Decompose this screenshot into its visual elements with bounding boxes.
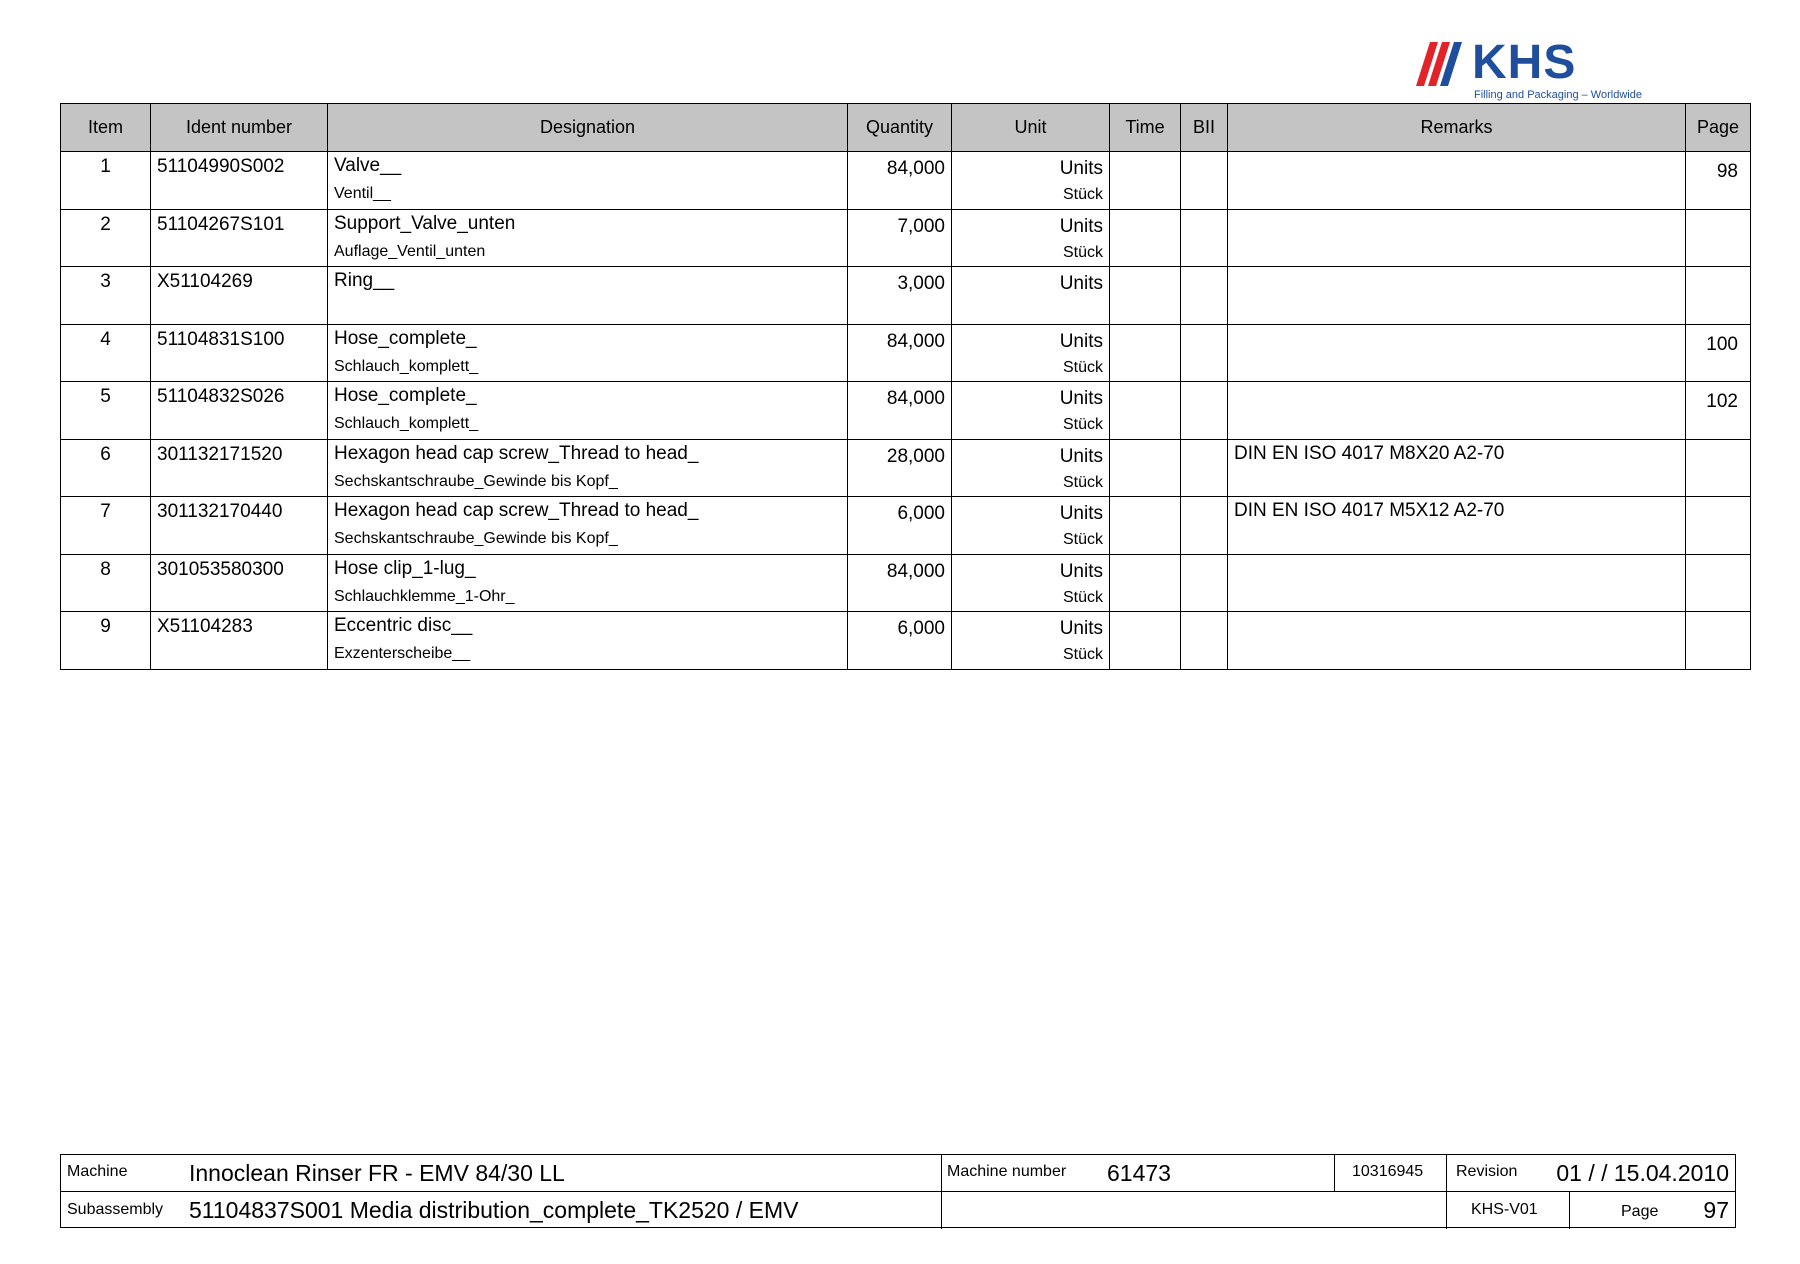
column-header-page: Page	[1686, 104, 1751, 152]
unit-english: Units	[1059, 273, 1103, 294]
item-number-cell: 1	[61, 152, 151, 210]
table-row	[61, 209, 1751, 267]
column-header-quantity: Quantity	[848, 104, 952, 152]
designation-cell	[328, 209, 848, 267]
bii-cell	[1181, 382, 1228, 440]
time-cell	[1110, 267, 1181, 325]
time-cell	[1110, 439, 1181, 497]
table-row	[61, 152, 1751, 210]
designation-english: Valve__	[334, 155, 402, 176]
column-header-unit: Unit	[952, 104, 1110, 152]
designation-cell	[328, 324, 848, 382]
item-number-cell: 2	[61, 209, 151, 267]
khs-logo-stripes-icon	[1416, 42, 1470, 86]
unit-german: Stück	[1062, 358, 1103, 376]
page-label: Page	[1621, 1203, 1659, 1220]
designation-cell	[328, 152, 848, 210]
unit-german: Stück	[1062, 186, 1103, 203]
page-reference-cell	[1686, 612, 1751, 670]
page-reference-cell	[1686, 439, 1751, 497]
item-number-cell: 6	[61, 439, 151, 497]
page-reference-cell: 100	[1686, 324, 1751, 382]
machine-number-label: Machine number	[947, 1163, 1067, 1180]
ident-number-cell: 51104990S002	[151, 152, 328, 210]
unit-cell	[952, 439, 1110, 497]
revision-label: Revision	[1456, 1163, 1518, 1180]
page-reference-cell: 102	[1686, 382, 1751, 440]
designation-german: Sechskantschraube_Gewinde bis Kopf_	[334, 530, 618, 547]
bii-cell	[1181, 324, 1228, 382]
unit-german: Stück	[1062, 473, 1103, 491]
unit-german: Stück	[1062, 646, 1103, 663]
machine-number-value: 61473	[1107, 1160, 1171, 1186]
khs-logo-wordmark: KHS	[1472, 36, 1577, 89]
time-cell	[1110, 554, 1181, 612]
page-reference-cell	[1686, 267, 1751, 325]
page-reference-cell: 98	[1686, 152, 1751, 210]
time-cell	[1110, 382, 1181, 440]
remarks-cell	[1228, 612, 1686, 670]
designation-english: Hose clip_1-lug_	[334, 557, 476, 579]
unit-english: Units	[1059, 388, 1103, 409]
revision-value: 01 / / 15.04.2010	[1556, 1160, 1729, 1186]
designation-cell	[328, 497, 848, 555]
ident-number-cell: 301132171520	[151, 439, 328, 497]
unit-german: Stück	[1062, 243, 1103, 261]
designation-german: Sechskantschraube_Gewinde bis Kopf_	[334, 472, 618, 490]
ident-number-cell: 51104832S026	[151, 382, 328, 440]
document-number: 10316945	[1352, 1163, 1424, 1180]
quantity-cell: 3,000	[848, 267, 952, 325]
time-cell	[1110, 152, 1181, 210]
title-block	[60, 1154, 1736, 1228]
page-reference-cell	[1686, 554, 1751, 612]
quantity-cell: 7,000	[848, 209, 952, 267]
item-number-cell: 7	[61, 497, 151, 555]
designation-cell	[328, 267, 848, 325]
unit-german: Stück	[1062, 416, 1103, 433]
designation-english: Hose_complete_	[334, 385, 477, 406]
table-row	[61, 612, 1751, 670]
unit-cell	[952, 497, 1110, 555]
unit-english: Units	[1059, 503, 1103, 524]
quantity-cell: 84,000	[848, 152, 952, 210]
designation-cell	[328, 554, 848, 612]
item-number-cell: 4	[61, 324, 151, 382]
ident-number-cell: X51104269	[151, 267, 328, 325]
unit-cell	[952, 612, 1110, 670]
designation-cell	[328, 382, 848, 440]
unit-english: Units	[1059, 215, 1103, 237]
remarks-cell	[1228, 382, 1686, 440]
bii-cell	[1181, 209, 1228, 267]
page-reference-cell	[1686, 209, 1751, 267]
designation-cell	[328, 439, 848, 497]
bii-cell	[1181, 152, 1228, 210]
parts-list-table	[60, 103, 1751, 670]
unit-english: Units	[1059, 560, 1103, 582]
bii-cell	[1181, 497, 1228, 555]
khs-logo	[1416, 36, 1642, 104]
column-header-designation: Designation	[328, 104, 848, 152]
designation-english: Hexagon head cap screw_Thread to head_	[334, 500, 699, 521]
designation-english: Support_Valve_unten	[334, 212, 516, 234]
item-number-cell: 3	[61, 267, 151, 325]
subassembly-label: Subassembly	[67, 1201, 164, 1218]
quantity-cell: 6,000	[848, 612, 952, 670]
column-header-remarks: Remarks	[1228, 104, 1686, 152]
unit-german: Stück	[1062, 531, 1103, 548]
designation-english: Eccentric disc__	[334, 615, 473, 636]
item-number-cell: 5	[61, 382, 151, 440]
time-cell	[1110, 209, 1181, 267]
remarks-cell	[1228, 209, 1686, 267]
column-header-item: Item	[61, 104, 151, 152]
parts-table-body	[61, 152, 1751, 670]
remarks-cell	[1228, 324, 1686, 382]
designation-english: Hose_complete_	[334, 327, 477, 349]
quantity-cell: 84,000	[848, 554, 952, 612]
khs-logo-tagline: Filling and Packaging – Worldwide	[1474, 89, 1642, 101]
time-cell	[1110, 612, 1181, 670]
quantity-cell: 84,000	[848, 382, 952, 440]
table-row	[61, 324, 1751, 382]
column-header-ident-number: Ident number	[151, 104, 328, 152]
quantity-cell: 6,000	[848, 497, 952, 555]
designation-german: Ventil__	[334, 185, 391, 202]
subassembly-value: 51104837S001 Media distribution_complete_TK2520 / EMV	[189, 1197, 799, 1223]
designation-english: Ring__	[334, 270, 395, 291]
unit-cell	[952, 267, 1110, 325]
unit-english: Units	[1059, 158, 1103, 179]
table-row	[61, 267, 1751, 325]
remarks-cell	[1228, 267, 1686, 325]
time-cell	[1110, 497, 1181, 555]
item-number-cell: 8	[61, 554, 151, 612]
remarks-cell	[1228, 554, 1686, 612]
bii-cell	[1181, 612, 1228, 670]
unit-german: Stück	[1062, 588, 1103, 606]
remarks-cell: DIN EN ISO 4017 M8X20 A2-70	[1228, 439, 1686, 497]
table-row	[61, 439, 1751, 497]
unit-english: Units	[1059, 618, 1103, 639]
remarks-cell: DIN EN ISO 4017 M5X12 A2-70	[1228, 497, 1686, 555]
designation-german: Schlauchklemme_1-Ohr_	[334, 587, 515, 605]
bii-cell	[1181, 267, 1228, 325]
quantity-cell: 84,000	[848, 324, 952, 382]
page-number: 97	[1703, 1197, 1729, 1223]
designation-cell	[328, 612, 848, 670]
quantity-cell: 28,000	[848, 439, 952, 497]
bii-cell	[1181, 439, 1228, 497]
column-header-bii: BII	[1181, 104, 1228, 152]
table-row	[61, 554, 1751, 612]
ident-number-cell: X51104283	[151, 612, 328, 670]
ident-number-cell: 51104267S101	[151, 209, 328, 267]
table-row	[61, 382, 1751, 440]
table-header-row	[61, 104, 1751, 152]
page-reference-cell	[1686, 497, 1751, 555]
machine-value: Innoclean Rinser FR - EMV 84/30 LL	[189, 1160, 565, 1186]
machine-label: Machine	[67, 1163, 128, 1180]
item-number-cell: 9	[61, 612, 151, 670]
ident-number-cell: 51104831S100	[151, 324, 328, 382]
unit-cell	[952, 554, 1110, 612]
ident-number-cell: 301053580300	[151, 554, 328, 612]
time-cell	[1110, 324, 1181, 382]
remarks-cell	[1228, 152, 1686, 210]
unit-cell	[952, 209, 1110, 267]
designation-german: Exzenterscheibe__	[334, 645, 471, 662]
designation-german: Schlauch_komplett_	[334, 415, 479, 432]
designation-english: Hexagon head cap screw_Thread to head_	[334, 442, 699, 464]
designation-german: Schlauch_komplett_	[334, 357, 479, 375]
unit-english: Units	[1059, 445, 1103, 467]
designation-german: Auflage_Ventil_unten	[334, 242, 486, 260]
unit-cell	[952, 152, 1110, 210]
bii-cell	[1181, 554, 1228, 612]
unit-english: Units	[1059, 330, 1103, 352]
unit-cell	[952, 324, 1110, 382]
table-row	[61, 497, 1751, 555]
column-header-time: Time	[1110, 104, 1181, 152]
version-label: KHS-V01	[1471, 1201, 1538, 1218]
unit-cell	[952, 382, 1110, 440]
ident-number-cell: 301132170440	[151, 497, 328, 555]
